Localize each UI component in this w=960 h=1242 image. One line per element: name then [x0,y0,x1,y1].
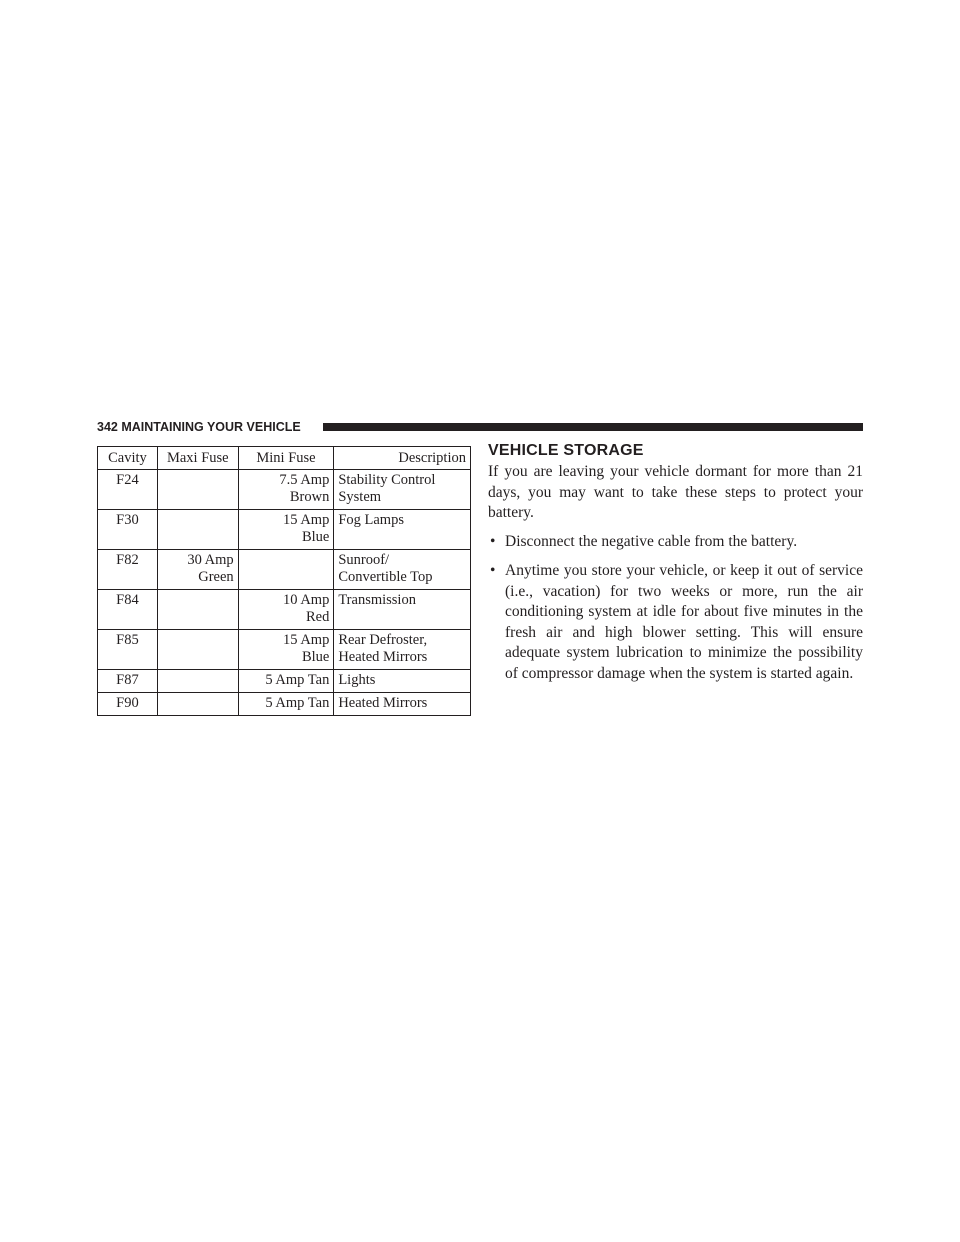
cell-description [334,550,471,590]
cell-text-line: Rear Defroster, [338,632,428,648]
cell-cavity: F87 [98,670,158,693]
cell-cavity: F82 [98,550,158,590]
cell-description [334,590,471,630]
cell-maxi-fuse [157,670,238,693]
cell-description [334,670,471,693]
cell-maxi-fuse [157,510,238,550]
fuse-table [97,446,471,716]
cell-text-line: Heated Mirrors [338,649,428,665]
cell-text-line: Stability Control [338,472,436,488]
cell-text-line: 5 Amp Tan [265,695,330,711]
cell-cavity: F84 [98,590,158,630]
column-header-description: Description [334,447,471,470]
cell-text-line: Green [198,569,234,585]
cell-text-line: 7.5 Amp [279,472,330,488]
cell-text-line: Sunroof/ [338,552,390,568]
cell-maxi-fuse [157,693,238,716]
cell-mini-fuse [238,550,334,590]
list-item [488,561,863,684]
cell-mini-fuse [238,630,334,670]
cell-mini-fuse [238,670,334,693]
table-row [98,590,471,630]
cell-mini-fuse [238,693,334,716]
cell-text-line: 10 Amp [283,592,330,608]
cell-cavity: F90 [98,693,158,716]
cell-text-line: Blue [301,649,330,665]
table-row [98,630,471,670]
cell-maxi-fuse [157,470,238,510]
table-header-row [98,447,471,470]
bullet-icon: • [490,532,496,550]
cell-text-line: Fog Lamps [338,512,404,528]
column-header-cavity: Cavity [98,447,158,470]
cell-description [334,470,471,510]
cell-text-line: 5 Amp Tan [265,672,330,688]
cell-text-line: Red [305,609,330,625]
cell-mini-fuse [238,510,334,550]
cell-text-line: Convertible Top [338,569,433,585]
cell-maxi-fuse [157,630,238,670]
cell-mini-fuse [238,590,334,630]
cell-description [334,693,471,716]
cell-description [334,510,471,550]
table-row [98,510,471,550]
page-header [97,419,863,435]
cell-description [334,630,471,670]
vehicle-storage-section [488,441,863,693]
column-header-maxi-fuse: Maxi Fuse [157,447,238,470]
table-row [98,470,471,510]
cell-mini-fuse [238,470,334,510]
cell-maxi-fuse [157,590,238,630]
page-number-and-section: 342 MAINTAINING YOUR VEHICLE [97,420,301,434]
fuse-table-body [98,470,471,716]
cell-text-line: Blue [301,529,330,545]
cell-text-line: 30 Amp [187,552,234,568]
cell-maxi-fuse [157,550,238,590]
cell-cavity: F24 [98,470,158,510]
table-row [98,550,471,590]
cell-cavity: F85 [98,630,158,670]
cell-cavity: F30 [98,510,158,550]
cell-text-line: 15 Amp [283,632,330,648]
intro-paragraph: If you are leaving your vehicle dormant for more than 21 days, you may want to take these steps to protect your battery. [488,463,863,521]
table-row [98,693,471,716]
cell-text-line: System [338,489,382,505]
cell-text-line: Lights [338,672,376,688]
storage-steps-list [488,532,863,685]
cell-text-line: Transmission [338,592,416,608]
cell-text-line: 15 Amp [283,512,330,528]
header-rule [323,423,863,431]
list-item [488,532,863,553]
list-item-text: Disconnect the negative cable from the battery. [505,532,798,550]
cell-text-line: Brown [289,489,330,505]
bullet-icon: • [490,562,496,579]
list-item-text: Anytime you store your vehicle, or keep it out of service (i.e., vacation) for two weeks or more, run the air conditioning system at idle for about five minutes in the fresh air and high blower setting. This will ensure adequate system lubrication to minimize the possibility of compressor damage when the system is started again. [505,562,863,682]
cell-text-line: Heated Mirrors [338,695,428,711]
table-row [98,670,471,693]
section-heading: VEHICLE STORAGE [488,442,644,459]
column-header-mini-fuse: Mini Fuse [238,447,334,470]
